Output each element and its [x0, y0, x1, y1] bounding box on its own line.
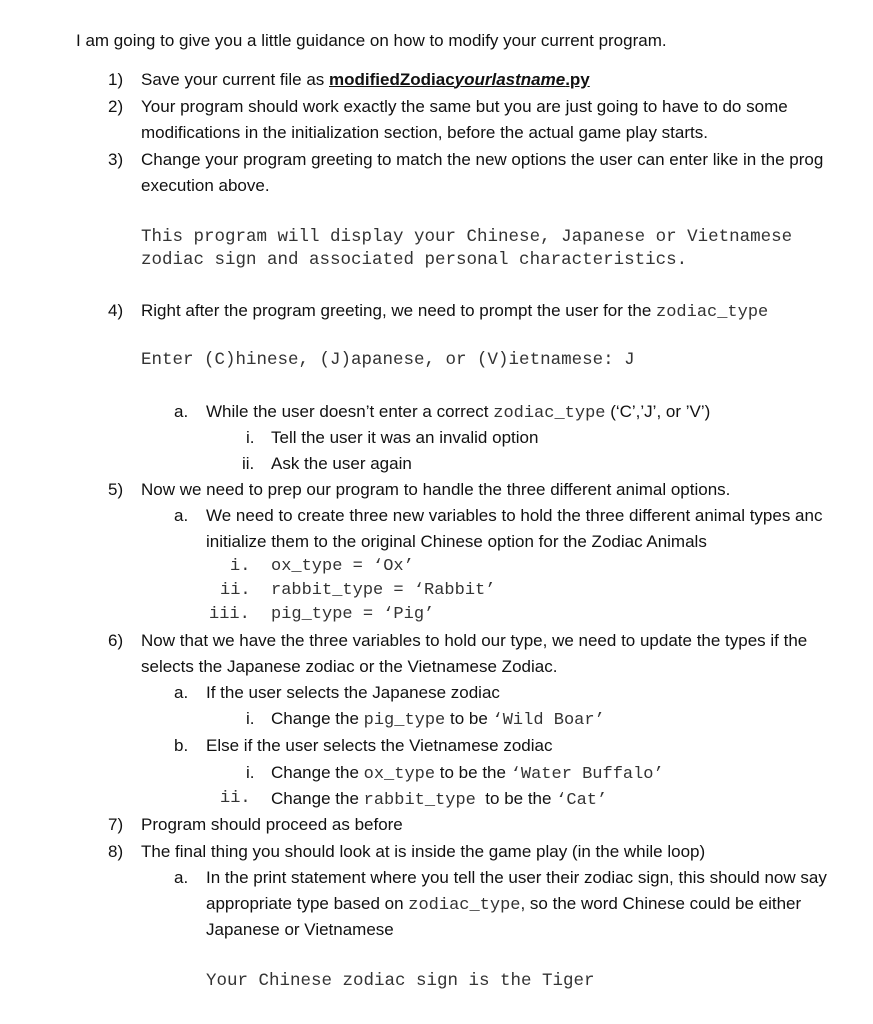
step-5-text: Now we need to prep our program to handle the three different animal options. [141, 480, 731, 499]
water-buffalo-value: ‘Water Buffalo’ [510, 765, 664, 784]
step-4-text [141, 300, 768, 322]
step-1-number: 1) [108, 70, 124, 89]
step-6b-text: Else if the user selects the Vietnamese zodiac [206, 736, 553, 755]
step-4a-number: a. [174, 402, 189, 421]
step-6a-text: If the user selects the Japanese zodiac [206, 683, 500, 702]
step-4-code: zodiac_type [656, 303, 769, 322]
step-4a-i-number: i. [246, 428, 255, 447]
step-6b-i-prefix: Change the [271, 763, 364, 782]
wild-boar-value: ‘Wild Boar’ [492, 711, 605, 730]
step-4-number: 4) [108, 301, 124, 320]
step-6a-i-number: i. [246, 709, 255, 728]
output-code: Your Chinese zodiac sign is the Tiger [206, 971, 595, 991]
step-6b-number: b. [174, 736, 189, 755]
step-6-number: 6) [108, 631, 124, 650]
ox-type-code: ox_type = ‘Ox’ [271, 557, 414, 576]
step-4-prose: Right after the program greeting, we need to prompt the user for the [141, 301, 657, 320]
step-5a-ii-number: ii. [220, 581, 251, 600]
step-8-number: 8) [108, 842, 124, 861]
step-7-number: 7) [108, 815, 124, 834]
step-8a-line-2-suffix: , so the word Chinese could be either [520, 894, 802, 913]
ox-type-ref: ox_type [363, 765, 436, 784]
step-6a-i-mid: to be [445, 709, 493, 728]
step-6-line-1: Now that we have the three variables to hold our type, we need to update the types if the [141, 631, 808, 650]
step-4a-ii-number: ii. [242, 454, 255, 473]
step-6b-ii-text [271, 788, 607, 810]
step-4a-text [206, 401, 710, 423]
step-4a-i-text: Tell the user it was an invalid option [271, 428, 539, 447]
step-2-line-1: Your program should work exactly the same but you are just going to have to do some [141, 97, 788, 116]
step-6a-number: a. [174, 683, 189, 702]
step-2-line-2: modifications in the initialization section, before the actual game play starts. [141, 123, 708, 142]
step-8a-line-1: In the print statement where you tell the user their zodiac sign, this should now say [206, 868, 827, 887]
step-5a-number: a. [174, 506, 189, 525]
step-6a-i-text [271, 708, 605, 730]
filename-ext: .py [565, 70, 590, 89]
step-3-line-2: execution above. [141, 176, 270, 195]
filename-bold: modifiedZodiac [329, 70, 455, 89]
step-6-line-2: selects the Japanese zodiac or the Vietnamese Zodiac. [141, 657, 558, 676]
step-8a-line-2 [206, 893, 801, 915]
rabbit-type-ref: rabbit_type [363, 791, 476, 810]
step-4a-code: zodiac_type [493, 404, 606, 423]
step-8a-line-2-prefix: appropriate type based on [206, 894, 409, 913]
zodiac-type-ref: zodiac_type [408, 896, 521, 915]
step-3-line-1: Change your program greeting to match the new options the user can enter like in the prog [141, 150, 824, 169]
step-5a-line-2: initialize them to the original Chinese option for the Zodiac Animals [206, 532, 707, 551]
step-5a-line-1: We need to create three new variables to hold the three different animal types anc [206, 506, 823, 525]
step-5a-iii-number: iii. [209, 605, 250, 624]
rabbit-type-code: rabbit_type = ‘Rabbit’ [271, 581, 496, 600]
pig-type-ref: pig_type [363, 711, 446, 730]
step-6b-i-text [271, 762, 664, 784]
step-3-number: 3) [108, 150, 124, 169]
filename-bold-italic: yourlastname [454, 70, 566, 89]
step-8-text: The final thing you should look at is inside the game play (in the while loop) [141, 842, 706, 861]
step-6b-ii-prefix: Change the [271, 789, 364, 808]
step-6a-i-prefix: Change the [271, 709, 364, 728]
cat-value: ‘Cat’ [556, 791, 608, 810]
step-6b-i-number: i. [246, 763, 255, 782]
step-7-text: Program should proceed as before [141, 815, 403, 834]
step-4a-ii-text: Ask the user again [271, 454, 412, 473]
step-1-text [141, 69, 590, 91]
intro-text: I am going to give you a little guidance on how to modify your current program. [76, 31, 667, 50]
step-6b-i-mid: to be the [435, 763, 511, 782]
step-4a-suffix: (‘C’,’J’, or ’V’) [605, 402, 711, 421]
step-8a-line-3: Japanese or Vietnamese [206, 920, 394, 939]
step-5a-i-number: i. [230, 557, 251, 576]
prompt-code: Enter (C)hinese, (J)apanese, or (V)ietnamese: J [141, 350, 635, 370]
step-8a-number: a. [174, 868, 189, 887]
step-6b-ii-mid: to be the [475, 789, 557, 808]
step-5-number: 5) [108, 480, 124, 499]
step-1-prefix: Save your current file as [141, 70, 330, 89]
step-4a-prefix: While the user doesn’t enter a correct [206, 402, 494, 421]
step-6b-ii-number: ii. [220, 789, 251, 808]
greeting-code-line-1: This program will display your Chinese, Japanese or Vietnamese [141, 227, 793, 247]
pig-type-code: pig_type = ‘Pig’ [271, 605, 435, 624]
greeting-code-line-2: zodiac sign and associated personal characteristics. [141, 250, 688, 270]
step-2-number: 2) [108, 97, 124, 116]
